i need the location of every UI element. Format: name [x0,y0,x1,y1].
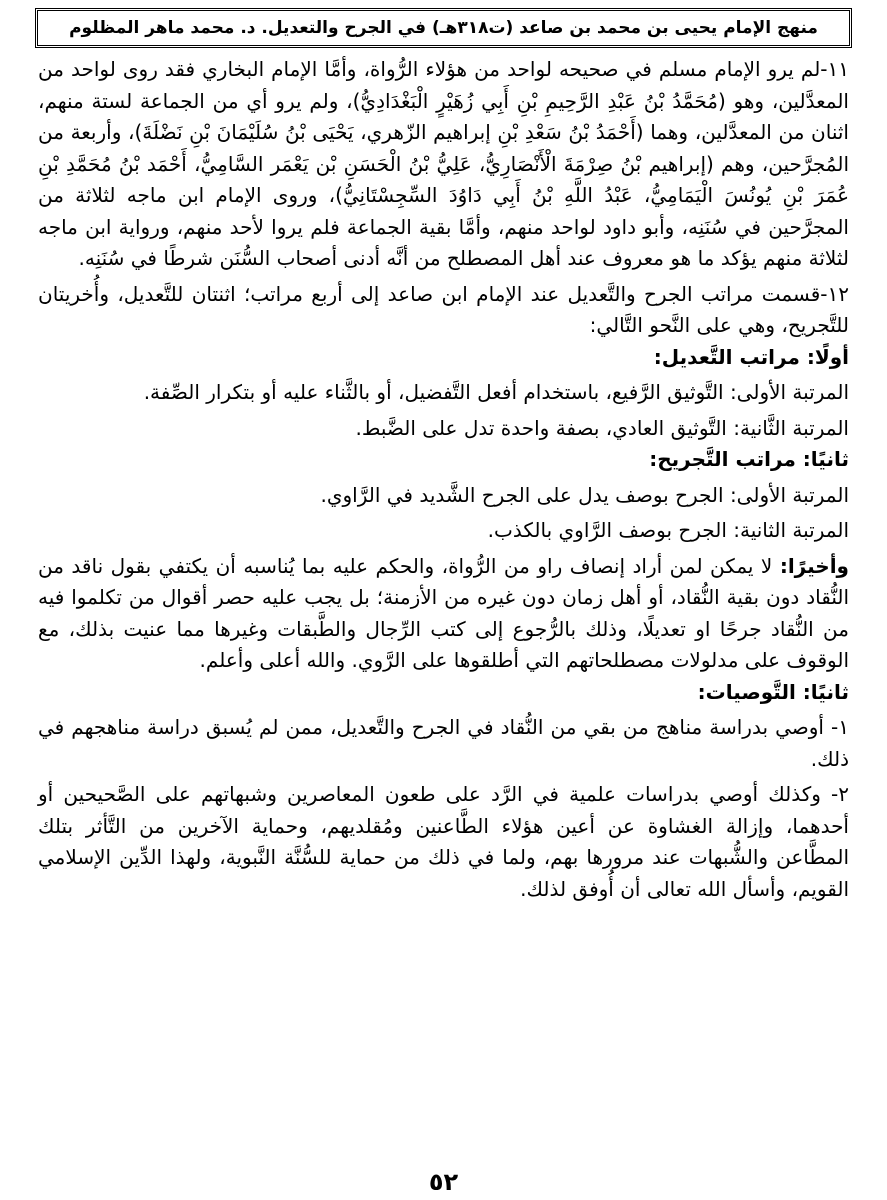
running-header [35,8,852,48]
heading-tadil-ranks: أولًا: مراتب التَّعديل: [653,344,849,369]
header-title: منهج الإمام يحيى بن محمد بن صاعد (ت٣١٨هـ) في الجرح والتعديل. د. محمد ماهر المظلوم [69,18,818,38]
recommendation-1: ١- أوصي بدراسة مناهج من بقي من النُّقاد في الجرح والتَّعديل، ممن لم يُسبق دراسة مناهجهم في ذلك. [38,715,849,771]
heading-recommendations: ثانيًا: التَّوصيات: [697,679,849,704]
tadil-rank-2: المرتبة الثَّانية: التَّوثيق العادي، بصفة واحدة تدل على الضَّبط. [355,415,849,440]
paragraph-12: ١٢-قسمت مراتب الجرح والتَّعديل عند الإمام ابن صاعد إلى أربع مراتب؛ اثنتان للتَّعديل، وأُخريتان للتَّجريح، وهي على النَّحو التَّالي: [38,281,849,337]
tajrih-rank-2: المرتبة الثانية: الجرح بوصف الرَّاوي بالكذب. [487,518,849,542]
closing-lead: وأخيرًا: [779,553,849,578]
closing-text: لا يمكن لمن أراد إنصاف راو من الرُّواة، والحكم عليه بما يُناسبه أن يكتفي بقول ناقد من النُّقاد دون بقية النُّقاد، أو أهل زمان دون غيره من الأزمنة؛ بل يجب عليه حصر أقوال من تكلموا فيه من النُّقاد جرحًا او تعديلًا، وذلك بالرُّجوع إلى كتب الرِّجال والطَّبقات وغيرها مما عنيت بذلك، مع الوقوف على مدلولات مصطلحاتهم التي أطلقوها على الرَّوي. والله أعلى وأعلم. [38,553,849,672]
page-number: ٥٢ [428,1168,459,1196]
page-body [38,54,849,1159]
recommendation-2: ٢- وكذلك أوصي بدراسات علمية في الرَّد على طعون المعاصرين وشبهاتهم على الصَّحيحين أو أحدهما، وإزالة الغشاوة عن أعين هؤلاء الطَّاعنين ومُقلديهم، وحماية الآخرين من التَّأثر بتلك المطَّاعن والشُّبهات عند مرورها بهم، ولما في ذلك من حماية للسُّنَّة النَّبوية، ولهذا الدِّين الإسلامي القويم، وأسأل الله تعالى أن أُوفق لذلك. [38,782,849,901]
heading-tajrih-ranks: ثانيًا: مراتب التَّجريح: [649,447,849,471]
tajrih-rank-1: المرتبة الأولى: الجرح بوصف يدل على الجرح الشَّديد في الرَّاوي. [320,482,849,507]
closing-paragraph [38,551,849,677]
tadil-rank-1: المرتبة الأولى: التَّوثيق الرَّفيع، باستخدام أفعل التَّفضيل، أو بالثَّناء عليه أو بتكرار الصِّفة. [143,380,849,404]
paragraph-11: ١١-لم يرو الإمام مسلم في صحيحه لواحد من هؤلاء الرُّواة، وأمَّا الإمام البخاري فقد روى لواحد من المعدَّلين، وهو (مُحَمَّدُ بْنُ عَبْدِ الرَّحِيمِ بْنِ أَبِي زُهَيْرٍ الْبَغْدَادِيُّ)، ولم يرو أي من الجماعة لستة منهم، اثنان من المعدَّلين، وهما (أَحْمَدُ بْنُ سَعْدِ بْنِ إبراهيم الزّهري، يَحْيَى بْنُ سُلَيْمَانَ بْنِ نَضْلَةَ)، وأربعة من المُجرَّحين، وهم (إبراهيم بْنُ صِرْمَةَ الْأَنْصَارِيُّ، عَلِيُّ بْنُ الْحَسَنِ بْن يَعْمَر السَّامِيُّ، أَحْمَد بْنُ مُحَمَّدِ بْنِ عُمَرَ بْنِ يُونُسَ الْيَمَامِيُّ، عَبْدُ اللَّهِ بْنُ أَبِي دَاوُدَ السِّجِسْتَانِيُّ)، وروى الإمام ابن ماجه لثلاثة من المجرَّحين في سُنَنِه، وأبو داود لواحد منهم، وأمَّا بقية الجماعة فلم يروا لأحد منهم، ورواية ابن ماجه لثلاثة منهم يؤكد ما هو معروف عند أهل المصطلح من أنَّه أدنى أصحاب السُّنَن شرطًا في سُنَنِه. [38,57,849,270]
